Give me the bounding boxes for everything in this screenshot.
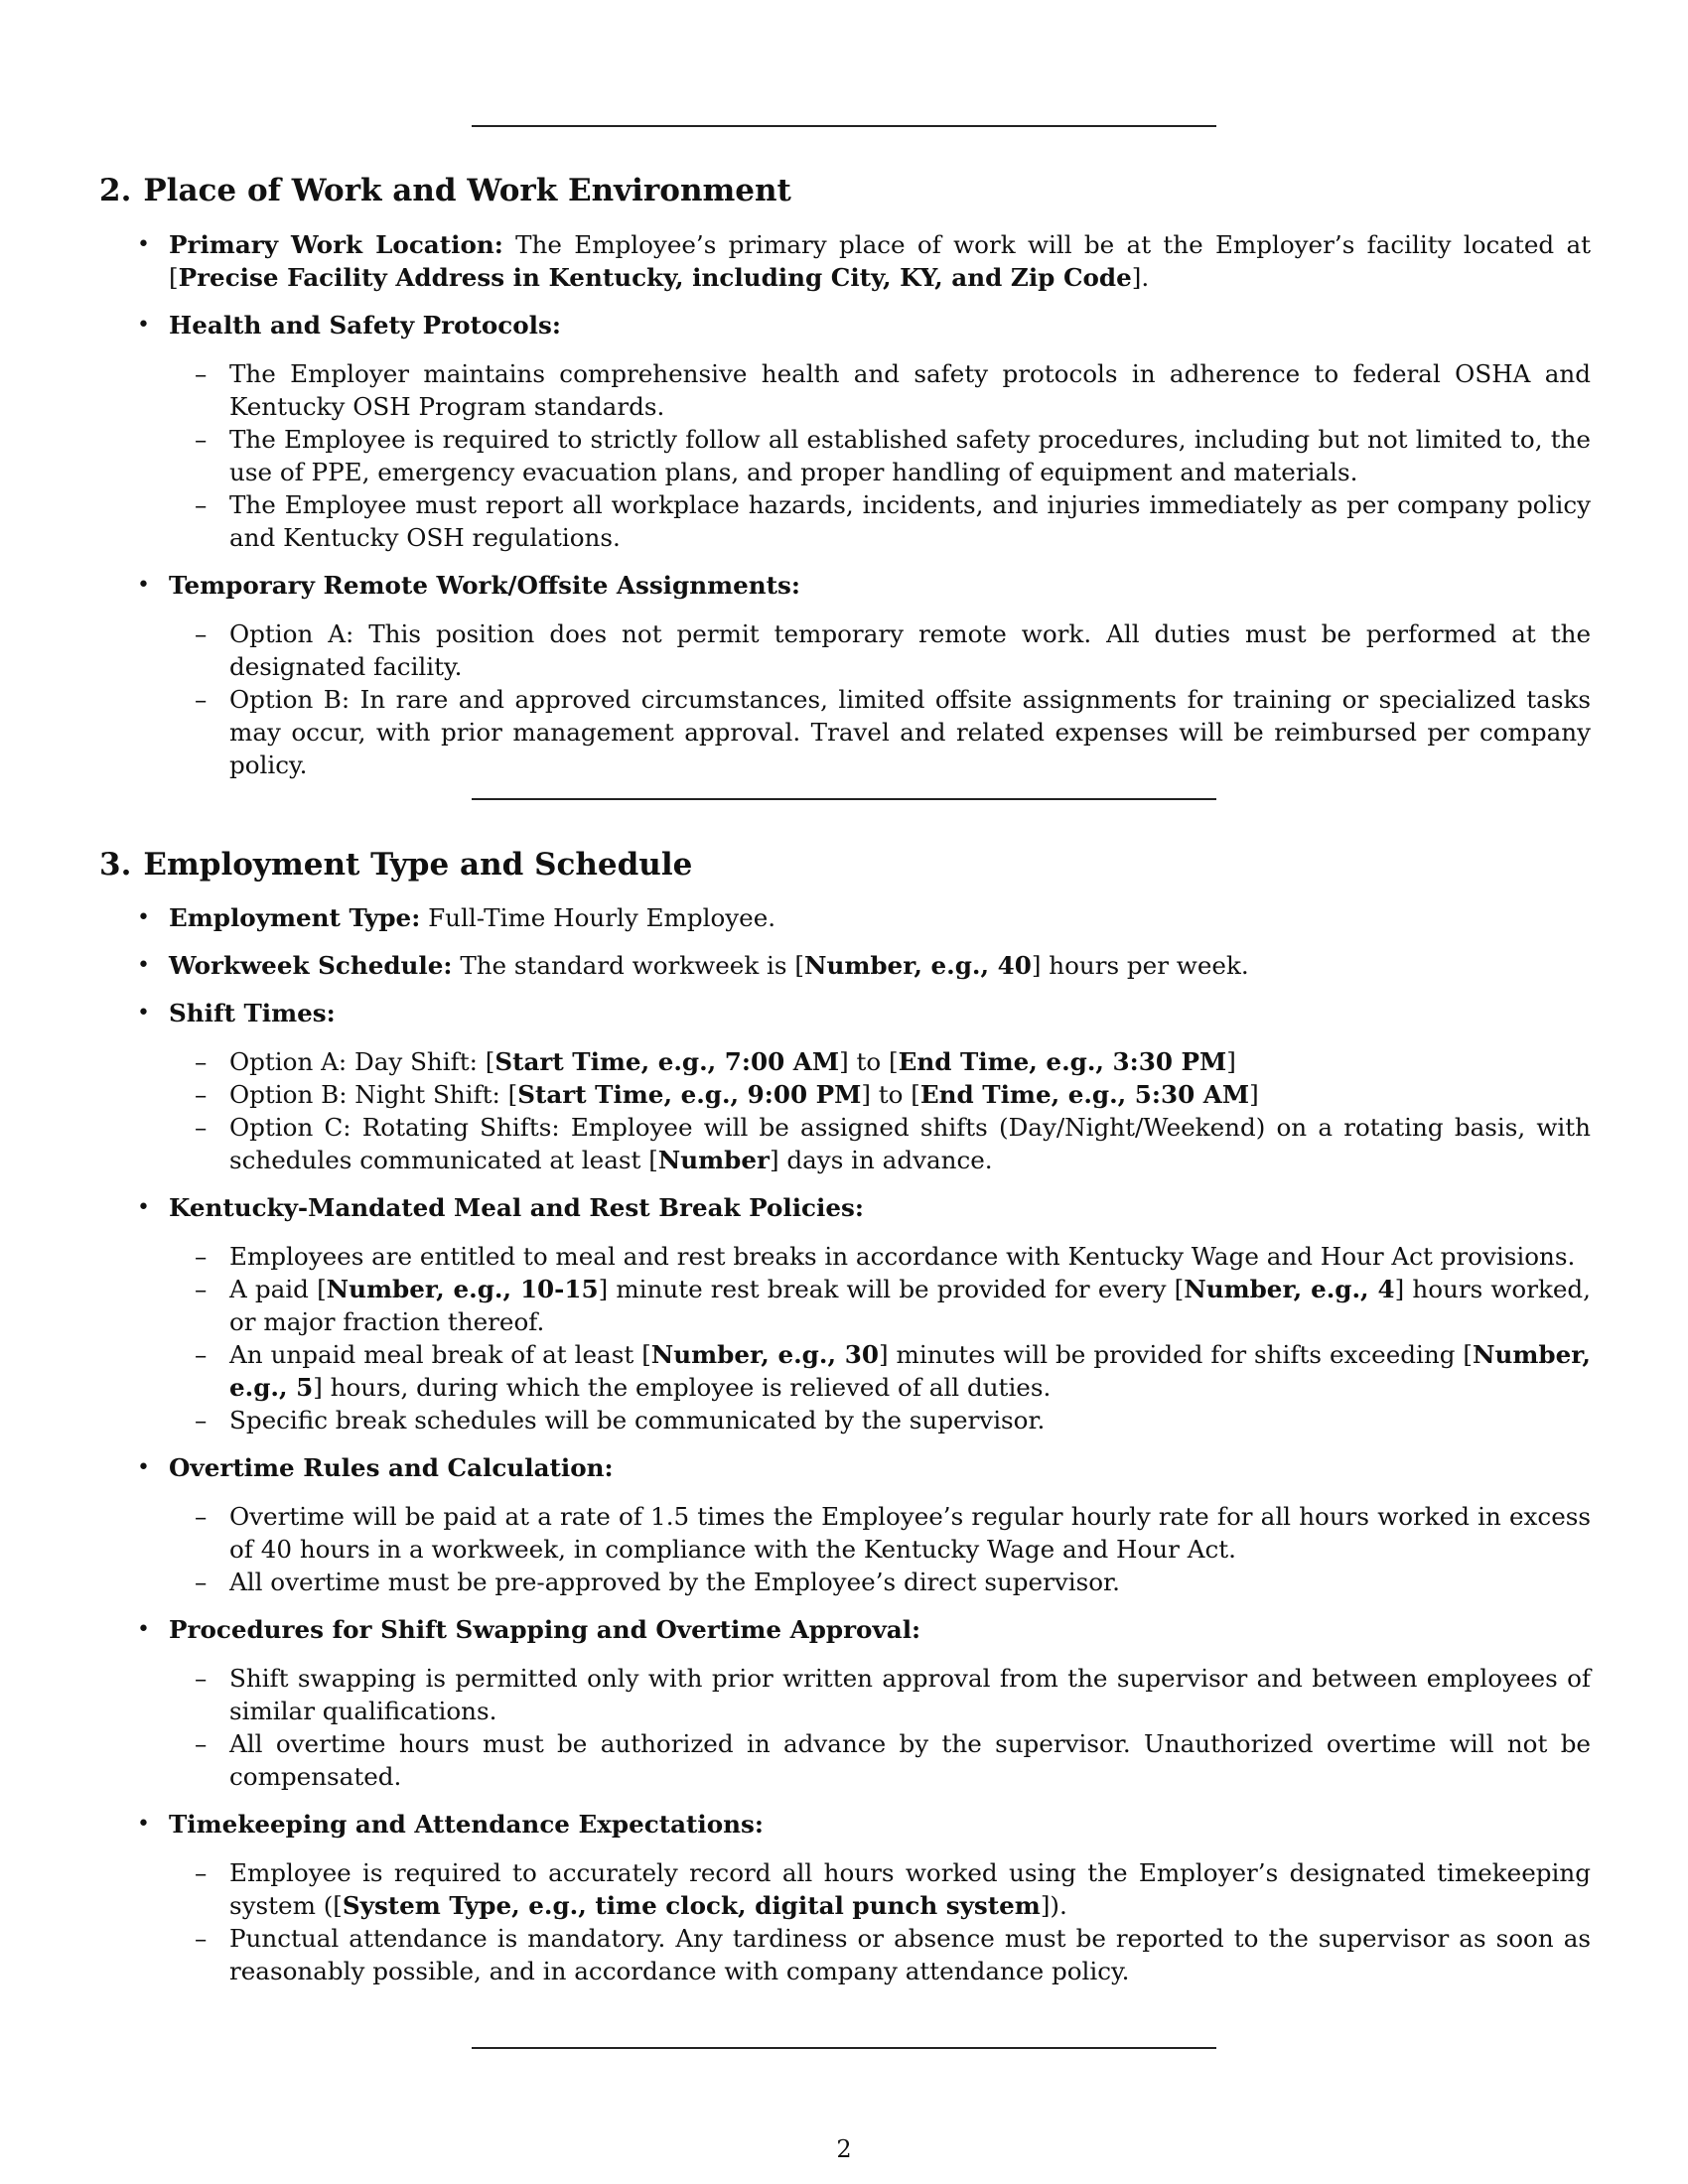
day-end-placeholder: End Time, e.g., 3:30 PM <box>898 1047 1227 1076</box>
sub-item-timekeeping-system <box>169 1856 1591 1922</box>
sub-item-meal-break <box>169 1338 1591 1404</box>
night-shift-text: Option B: Night Shift: [ <box>229 1080 518 1109</box>
section-2-heading <box>99 171 791 210</box>
sub-item: – The Employee must report all workplace hazards, incidents, and injuries immediately as per company policy and Kentucky OSH regulations. <box>169 488 1591 554</box>
sub-item: – Option A: This position does not permit temporary remote work. All duties must be performed at the designated facility. <box>169 617 1591 683</box>
timekeeping-text-end: ]). <box>1040 1891 1067 1920</box>
meal-minutes-placeholder: Number, e.g., 30 <box>650 1340 879 1369</box>
timekeeping-sublist <box>169 1856 1591 1987</box>
sub-item: – The Employee is required to strictly follow all established safety procedures, including but not limited to, the use of PPE, emergency evacuation plans, and proper handling of equipment and materials. <box>169 423 1591 488</box>
rest-break-text-2: ] minute rest break will be provided for every [ <box>598 1275 1185 1303</box>
section-3-heading <box>99 845 692 885</box>
sub-item: – Option B: In rare and approved circumstances, limited offsite assignments for training or specialized tasks may occur, with prior management approval. Travel and related expenses will be reimbursed per company policy. <box>169 683 1591 781</box>
primary-location-label: Primary Work Location: <box>169 230 503 259</box>
rotating-shift-end: ] days in advance. <box>769 1146 993 1174</box>
list-item-employment-type <box>129 901 1591 934</box>
rest-hours-placeholder: Number, e.g., 4 <box>1184 1275 1395 1303</box>
section-2-body <box>129 228 1591 796</box>
sub-item: – Shift swapping is permitted only with prior written approval from the supervisor and between employees of similar qualifications. <box>169 1662 1591 1727</box>
primary-location-text: The Employee’s primary place of work will be at the Employer’s facility located at [ <box>169 230 1591 292</box>
divider-rule-top <box>472 125 1216 127</box>
section-2-number: 2. <box>99 173 132 208</box>
workweek-text-end: ] hours per week. <box>1031 951 1249 980</box>
shift-times-label: Shift Times: <box>169 999 336 1027</box>
night-shift-to: ] to [ <box>861 1080 920 1109</box>
list-item-workweek <box>129 949 1591 982</box>
sub-item: – Employees are entitled to meal and rest breaks in accordance with Kentucky Wage and Hour Act provisions. <box>169 1240 1591 1273</box>
list-item-shift-times <box>129 997 1591 1176</box>
list-item-primary-location <box>129 228 1591 294</box>
employment-type-text: Full-Time Hourly Employee. <box>420 903 776 932</box>
day-start-placeholder: Start Time, e.g., 7:00 AM <box>494 1047 840 1076</box>
page-number: 2 <box>836 2135 852 2163</box>
sub-item-day-shift <box>169 1045 1591 1078</box>
list-item-shift-swapping <box>129 1613 1591 1793</box>
rotating-shift-text: Option C: Rotating Shifts: Employee will be assigned shifts (Day/Night/Weekend) on a rotating basis, with schedules communicated at least [ <box>229 1113 1591 1174</box>
rest-break-text: A paid [ <box>229 1275 327 1303</box>
sub-item: – The Employer maintains comprehensive health and safety protocols in adherence to federal OSHA and Kentucky OSH Program standards. <box>169 357 1591 423</box>
overtime-label: Overtime Rules and Calculation: <box>169 1453 614 1482</box>
primary-location-text-end: ]. <box>1131 263 1150 292</box>
health-safety-sublist <box>169 357 1591 554</box>
shift-times-sublist <box>169 1045 1591 1176</box>
swapping-sublist <box>169 1662 1591 1793</box>
facility-address-placeholder: Precise Facility Address in Kentucky, including City, KY, and Zip Code <box>178 263 1132 292</box>
breaks-label: Kentucky-Mandated Meal and Rest Break Policies: <box>169 1193 864 1222</box>
rotating-days-placeholder: Number <box>657 1146 770 1174</box>
workweek-label: Workweek Schedule: <box>169 951 453 980</box>
day-shift-end: ] <box>1226 1047 1236 1076</box>
meal-break-text-3: ] hours, during which the employee is relieved of all duties. <box>313 1373 1052 1402</box>
meal-break-text-2: ] minutes will be provided for shifts exceeding [ <box>878 1340 1474 1369</box>
sub-item: – Specific break schedules will be communicated by the supervisor. <box>169 1404 1591 1436</box>
section-3-body <box>129 901 1591 2002</box>
meal-hours-placeholder: Number, e.g., 5 <box>229 1340 1591 1402</box>
divider-rule-middle <box>472 798 1216 800</box>
section-3-list <box>129 901 1591 1987</box>
sub-item: – Overtime will be paid at a rate of 1.5 times the Employee’s regular hourly rate for all hours worked in excess of 40 hours in a workweek, in compliance with the Kentucky Wage and Hour Act. <box>169 1500 1591 1566</box>
night-shift-end: ] <box>1249 1080 1259 1109</box>
divider-rule-bottom <box>472 2047 1216 2049</box>
sub-item: – Punctual attendance is mandatory. Any tardiness or absence must be reported to the supervisor as soon as reasonably possible, and in accordance with company attendance policy. <box>169 1922 1591 1987</box>
list-item-remote-work <box>129 569 1591 781</box>
section-2-list <box>129 228 1591 781</box>
sub-item: – All overtime hours must be authorized in advance by the supervisor. Unauthorized overtime will not be compensated. <box>169 1727 1591 1793</box>
sub-item-rest-break <box>169 1273 1591 1338</box>
meal-break-text: An unpaid meal break of at least [ <box>229 1340 651 1369</box>
sub-item: – All overtime must be pre-approved by the Employee’s direct supervisor. <box>169 1566 1591 1598</box>
rest-minutes-placeholder: Number, e.g., 10-15 <box>326 1275 599 1303</box>
breaks-sublist <box>169 1240 1591 1436</box>
system-type-placeholder: System Type, e.g., time clock, digital punch system <box>342 1891 1041 1920</box>
timekeeping-label: Timekeeping and Attendance Expectations: <box>169 1810 764 1839</box>
day-shift-text: Option A: Day Shift: [ <box>229 1047 495 1076</box>
section-2-title: Place of Work and Work Environment <box>143 173 791 208</box>
list-item-overtime <box>129 1451 1591 1598</box>
list-item-timekeeping <box>129 1808 1591 1987</box>
workweek-text: The standard workweek is [ <box>452 951 804 980</box>
timekeeping-text: Employee is required to accurately record all hours worked using the Employer’s designated timekeeping system ([ <box>229 1858 1591 1920</box>
swapping-label: Procedures for Shift Swapping and Overtime Approval: <box>169 1615 921 1644</box>
night-end-placeholder: End Time, e.g., 5:30 AM <box>919 1080 1250 1109</box>
employment-type-label: Employment Type: <box>169 903 421 932</box>
remote-work-label: Temporary Remote Work/Offsite Assignments: <box>169 571 800 600</box>
day-shift-to: ] to [ <box>839 1047 899 1076</box>
list-item-breaks <box>129 1191 1591 1436</box>
overtime-sublist <box>169 1500 1591 1598</box>
night-start-placeholder: Start Time, e.g., 9:00 PM <box>517 1080 862 1109</box>
remote-work-sublist <box>169 617 1591 781</box>
workweek-hours-placeholder: Number, e.g., 40 <box>803 951 1032 980</box>
section-3-number: 3. <box>99 847 132 883</box>
rest-break-text-3: ] hours worked, or major fraction thereof. <box>229 1275 1591 1336</box>
list-item-health-safety <box>129 309 1591 554</box>
sub-item-rotating-shift <box>169 1111 1591 1176</box>
health-safety-label: Health and Safety Protocols: <box>169 311 561 340</box>
sub-item-night-shift <box>169 1078 1591 1111</box>
section-3-title: Employment Type and Schedule <box>143 847 693 883</box>
